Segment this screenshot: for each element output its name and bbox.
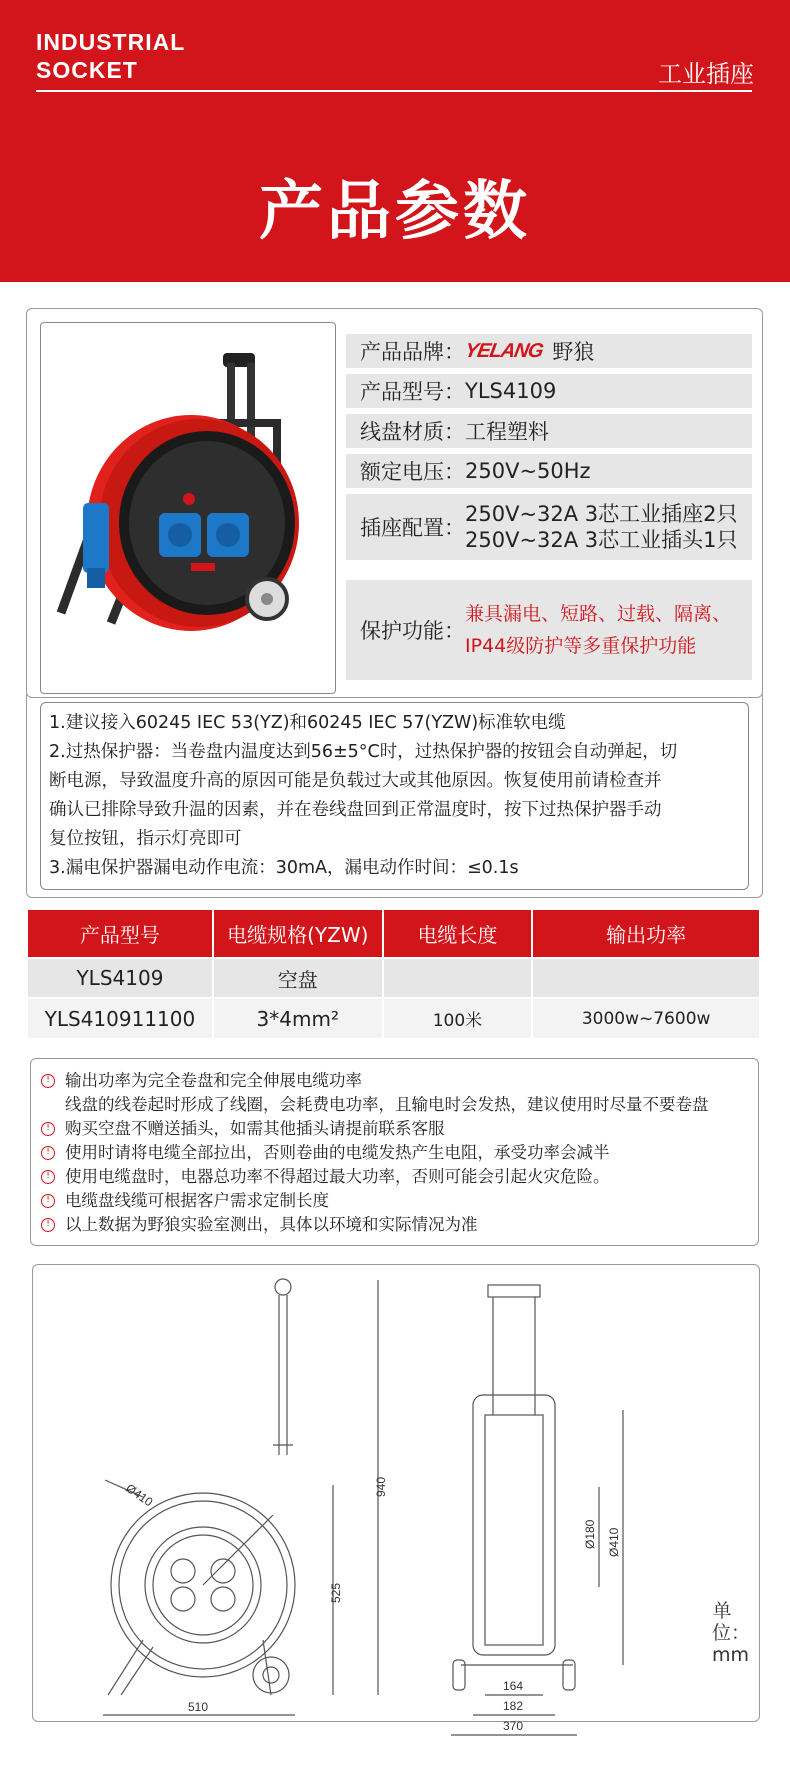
- dimension-drawing: [32, 1264, 760, 1733]
- warning-icon: !: [41, 1194, 55, 1208]
- dim-width-side: 510: [188, 1700, 209, 1714]
- dim-w182: 182: [503, 1699, 524, 1713]
- note-line: 1.建议接入60245 IEC 53(YZ)和60245 IEC 57(YZW)标准软电缆: [49, 713, 566, 733]
- hero-category-tag: 工业插座: [658, 60, 754, 88]
- spec-row-brand: 产品品牌： YELANG 野狼: [346, 334, 752, 368]
- product-photo: [40, 322, 336, 694]
- note-line: 确认已排除导致升温的因素，并在卷线盘回到正常温度时，按下过热保护器手动: [49, 800, 662, 820]
- table-header: 电缆长度: [383, 910, 533, 958]
- dim-w164: 164: [503, 1679, 524, 1693]
- spec-row-protection: 保护功能： 兼具漏电、短路、过载、隔离、 IP44级防护等多重保护功能: [346, 580, 752, 680]
- warning-icon: !: [41, 1146, 55, 1160]
- dim-height-axis: 525: [329, 1582, 343, 1603]
- note-line: 2.过热保护器：当卷盘内温度达到56±5°C时，过热保护器的按钮会自动弹起，切: [49, 742, 678, 762]
- list-item: 线盘的线卷起时形成了线圈，会耗费电功率，且输电时会发热，建议使用时尽量不要卷盘: [65, 1095, 709, 1114]
- list-item: ! 购买空盘不赠送插头，如需其他插头请提前联系客服: [39, 1117, 750, 1141]
- dim-inner-diameter: Ø180: [583, 1519, 597, 1549]
- dim-diameter-label: Ø410: [123, 1480, 156, 1510]
- warning-icon: !: [41, 1218, 55, 1232]
- hero-banner: [0, 0, 790, 282]
- spec-row-voltage: 额定电压： 250V~50Hz: [346, 454, 752, 488]
- page-title: 产品参数: [259, 175, 531, 249]
- note-line: 复位按钮，指示灯亮即可: [49, 829, 242, 849]
- usage-notes: [40, 702, 749, 890]
- brand-logo: YELANG: [463, 339, 545, 362]
- list-item: ! 以上数据为野狼实验室测出，具体以环境和实际情况为准: [39, 1213, 750, 1237]
- list-item: ! 使用时请将电缆全部拉出，否则卷曲的电缆发热产生电阻，承受功率会减半: [39, 1141, 750, 1165]
- hero-english-title: INDUSTRIAL SOCKET: [36, 29, 186, 83]
- dim-outer-diameter: Ø410: [607, 1527, 621, 1557]
- list-item: ! 使用电缆盘时，电器总功率不得超过最大功率，否则可能会引起火灾危险。: [39, 1165, 750, 1189]
- unit-label: 单位：mm: [712, 1600, 751, 1666]
- list-item: ! 输出功率为完全卷盘和完全伸展电缆功率: [39, 1069, 750, 1093]
- table-header: 产品型号: [28, 910, 213, 958]
- product-table: [28, 910, 761, 1038]
- warning-icon: !: [41, 1122, 55, 1136]
- spec-row-model: 产品型号： YLS4109: [346, 374, 752, 408]
- table-row: YLS4109 空盘: [28, 958, 760, 998]
- note-line: 3.漏电保护器漏电动作电流：30mA，漏电动作时间：≤0.1s: [49, 858, 519, 878]
- list-item: ! 电缆盘线缆可根据客户需求定制长度: [39, 1189, 750, 1213]
- tips-box: [30, 1058, 759, 1246]
- table-row: YLS410911100 3*4mm² 100米 3000w~7600w: [28, 998, 760, 1038]
- note-line: 断电源，导致温度升高的原因可能是负载过大或其他原因。恢复使用前请检查并: [49, 771, 662, 791]
- warning-icon: !: [41, 1074, 55, 1088]
- table-header: 电缆规格(YZW): [213, 910, 383, 958]
- spec-row-material: 线盘材质： 工程塑料: [346, 414, 752, 448]
- spec-row-socket: 插座配置： 250V~32A 3芯工业插座2只 250V~32A 3芯工业插头1只: [346, 494, 752, 560]
- hero-divider: [36, 90, 752, 92]
- dim-height-total: 940: [374, 1476, 388, 1497]
- table-header: 输出功率: [532, 910, 760, 958]
- warning-icon: !: [41, 1170, 55, 1184]
- dim-w370: 370: [503, 1719, 524, 1733]
